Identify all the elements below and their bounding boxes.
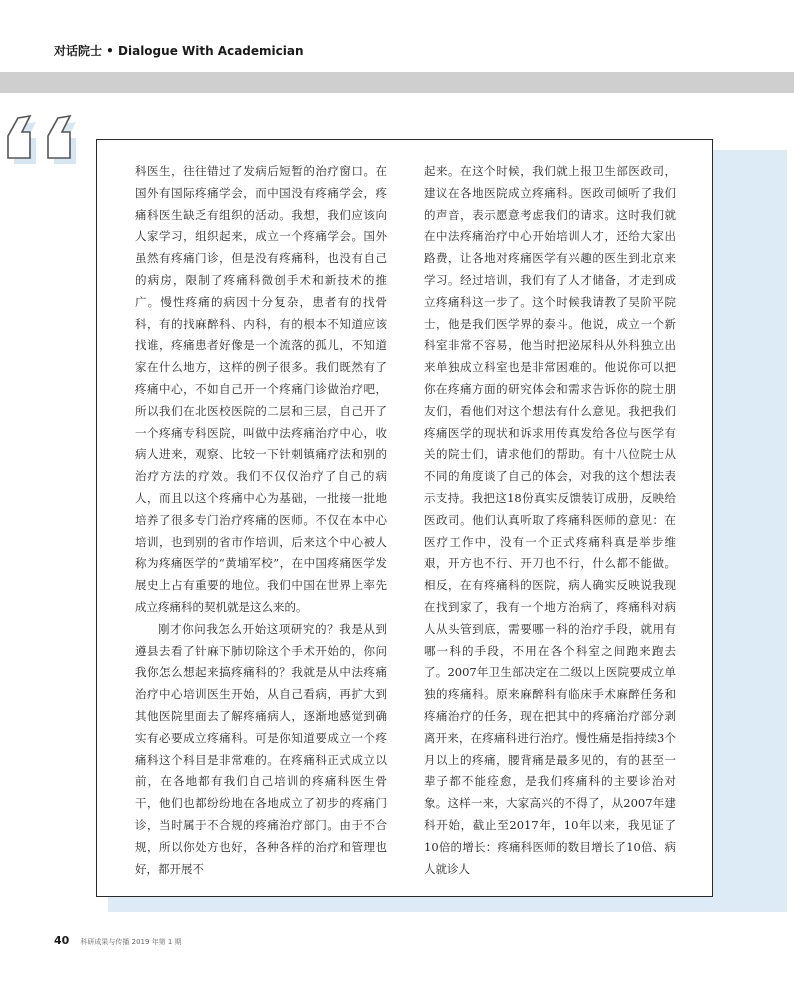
open-double-quote-icon [0,96,110,176]
page-footer [54,929,182,948]
article-left-column [135,161,387,880]
publication-info: 科研成果与传播 2019 年第 1 期 [80,938,182,946]
paragraph: 刚才你问我怎么开始这项研究的？我是从到遵县去看了针麻下肺切除这个手术开始的，你问我你怎么想起来搞疼痛科的？我就是从中法疼痛治疗中心培训医生开始，从自己看病，再扩大到其他医院里面去了解疼痛病人，逐渐地感觉到确实有必要成立疼痛科。可是你知道要成立一个疼痛科这个科目是非常难的。在疼痛科正式成立以前，在各地都有我们自己培训的疼痛科医生骨干，他们也都纷纷地在各地成立了初步的疼痛门诊，当时属于不合规的疼痛治疗部门。由于不合规，所以你处方也好，各种各样的治疗和管理也好，都开展不 [135,621,387,876]
header-title: 对话院士 • Dialogue With Academician [54,44,304,58]
paragraph: 科医生，往往错过了发病后短暂的治疗窗口。在国外有国际疼痛学会，而中国没有疼痛学会，疼痛科医生缺乏有组织的活动。我想，我们应该向人家学习，组织起来，成立一个疼痛学会。国外虽然有疼痛门诊，但是没有疼痛科，也没有自己的病房，限制了疼痛科微创手术和新技术的推广。慢性疼痛的病因十分复杂，患者有的找骨科，有的找麻醉科、内科，有的根本不知道应该找谁，疼痛患者好像是一个流落的孤儿，不知道家在什么地方，这样的例子很多。我们既然有了疼痛中心，不如自己开一个疼痛门诊做治疗吧，所以我们在北医校医院的二层和三层，自己开了一个疼痛专科医院，叫做中法疼痛治疗中心，收病人进来，观察、比较一下针刺镇痛疗法和别的治疗方法的疗效。我们不仅仅治疗了自己的病人，而且以这个疼痛中心为基础，一批接一批地培养了很多专门治疗疼痛的医师。不仅在本中心培训，也到别的省市作培训，后来这个中心被人称为疼痛医学的“黄埔军校”，在中国疼痛医学发展史上占有重要的地位。我们中国在世界上率先成立疼痛科的契机就是这么来的。 [135,164,387,614]
article-right-column [424,161,676,880]
paragraph: 起来。在这个时候，我们就上报卫生部医政司，建议在各地医院成立疼痛科。医政司倾听了我们的声音，表示愿意考虑我们的请求。这时我们就在中法疼痛治疗中心开始培训人才，还给大家出路费，让各地对疼痛医学有兴趣的医生到北京来学习。经过培训，我们有了人才储备，才走到成立疼痛科这一步了。这个时候我请教了吴阶平院士，他是我们医学界的泰斗。他说，成立一个新科室非常不容易，他当时把泌尿科从外科独立出来单独成立科室也是非常困难的。他说你可以把你在疼痛方面的研究体会和需求告诉你的院士朋友们，看他们对这个想法有什么意见。我把我们疼痛医学的现状和诉求用传真发给各位与医学有关的院士们，请求他们的帮助。有十八位院士从不同的角度谈了自己的体会，对我的这个想法表示支持。我把这18份真实反馈装订成册，反映给医政司。他们认真听取了疼痛科医师的意见：在医疗工作中，没有一个正式疼痛科真是举步维艰，开方也不行、开刀也不行，什么都不能做。相反，在有疼痛科的医院，病人确实反映说我现在找到家了，我有一个地方治病了，疼痛科对病人从头管到底，需要哪一科的治疗手段，就用有哪一科的手段，不用在各个科室之间跑来跑去了。2007年卫生部决定在二级以上医院要成立单独的疼痛科。原来麻醉科有临床手术麻醉任务和疼痛治疗的任务，现在把其中的疼痛治疗部分剥离开来，在疼痛科进行治疗。慢性痛是指持续3个月以上的疼痛，腰背痛是最多见的，有的甚至一辈子都不能痊愈，是我们疼痛科的主要诊治对象。这样一来，大家高兴的不得了，从2007年建科开始，截止至2017年，10年以来，我见证了10倍的增长：疼痛科医师的数目增长了10倍、病人就诊人 [424,164,676,876]
page-number: 40 [54,934,70,947]
header-rule [0,72,794,93]
